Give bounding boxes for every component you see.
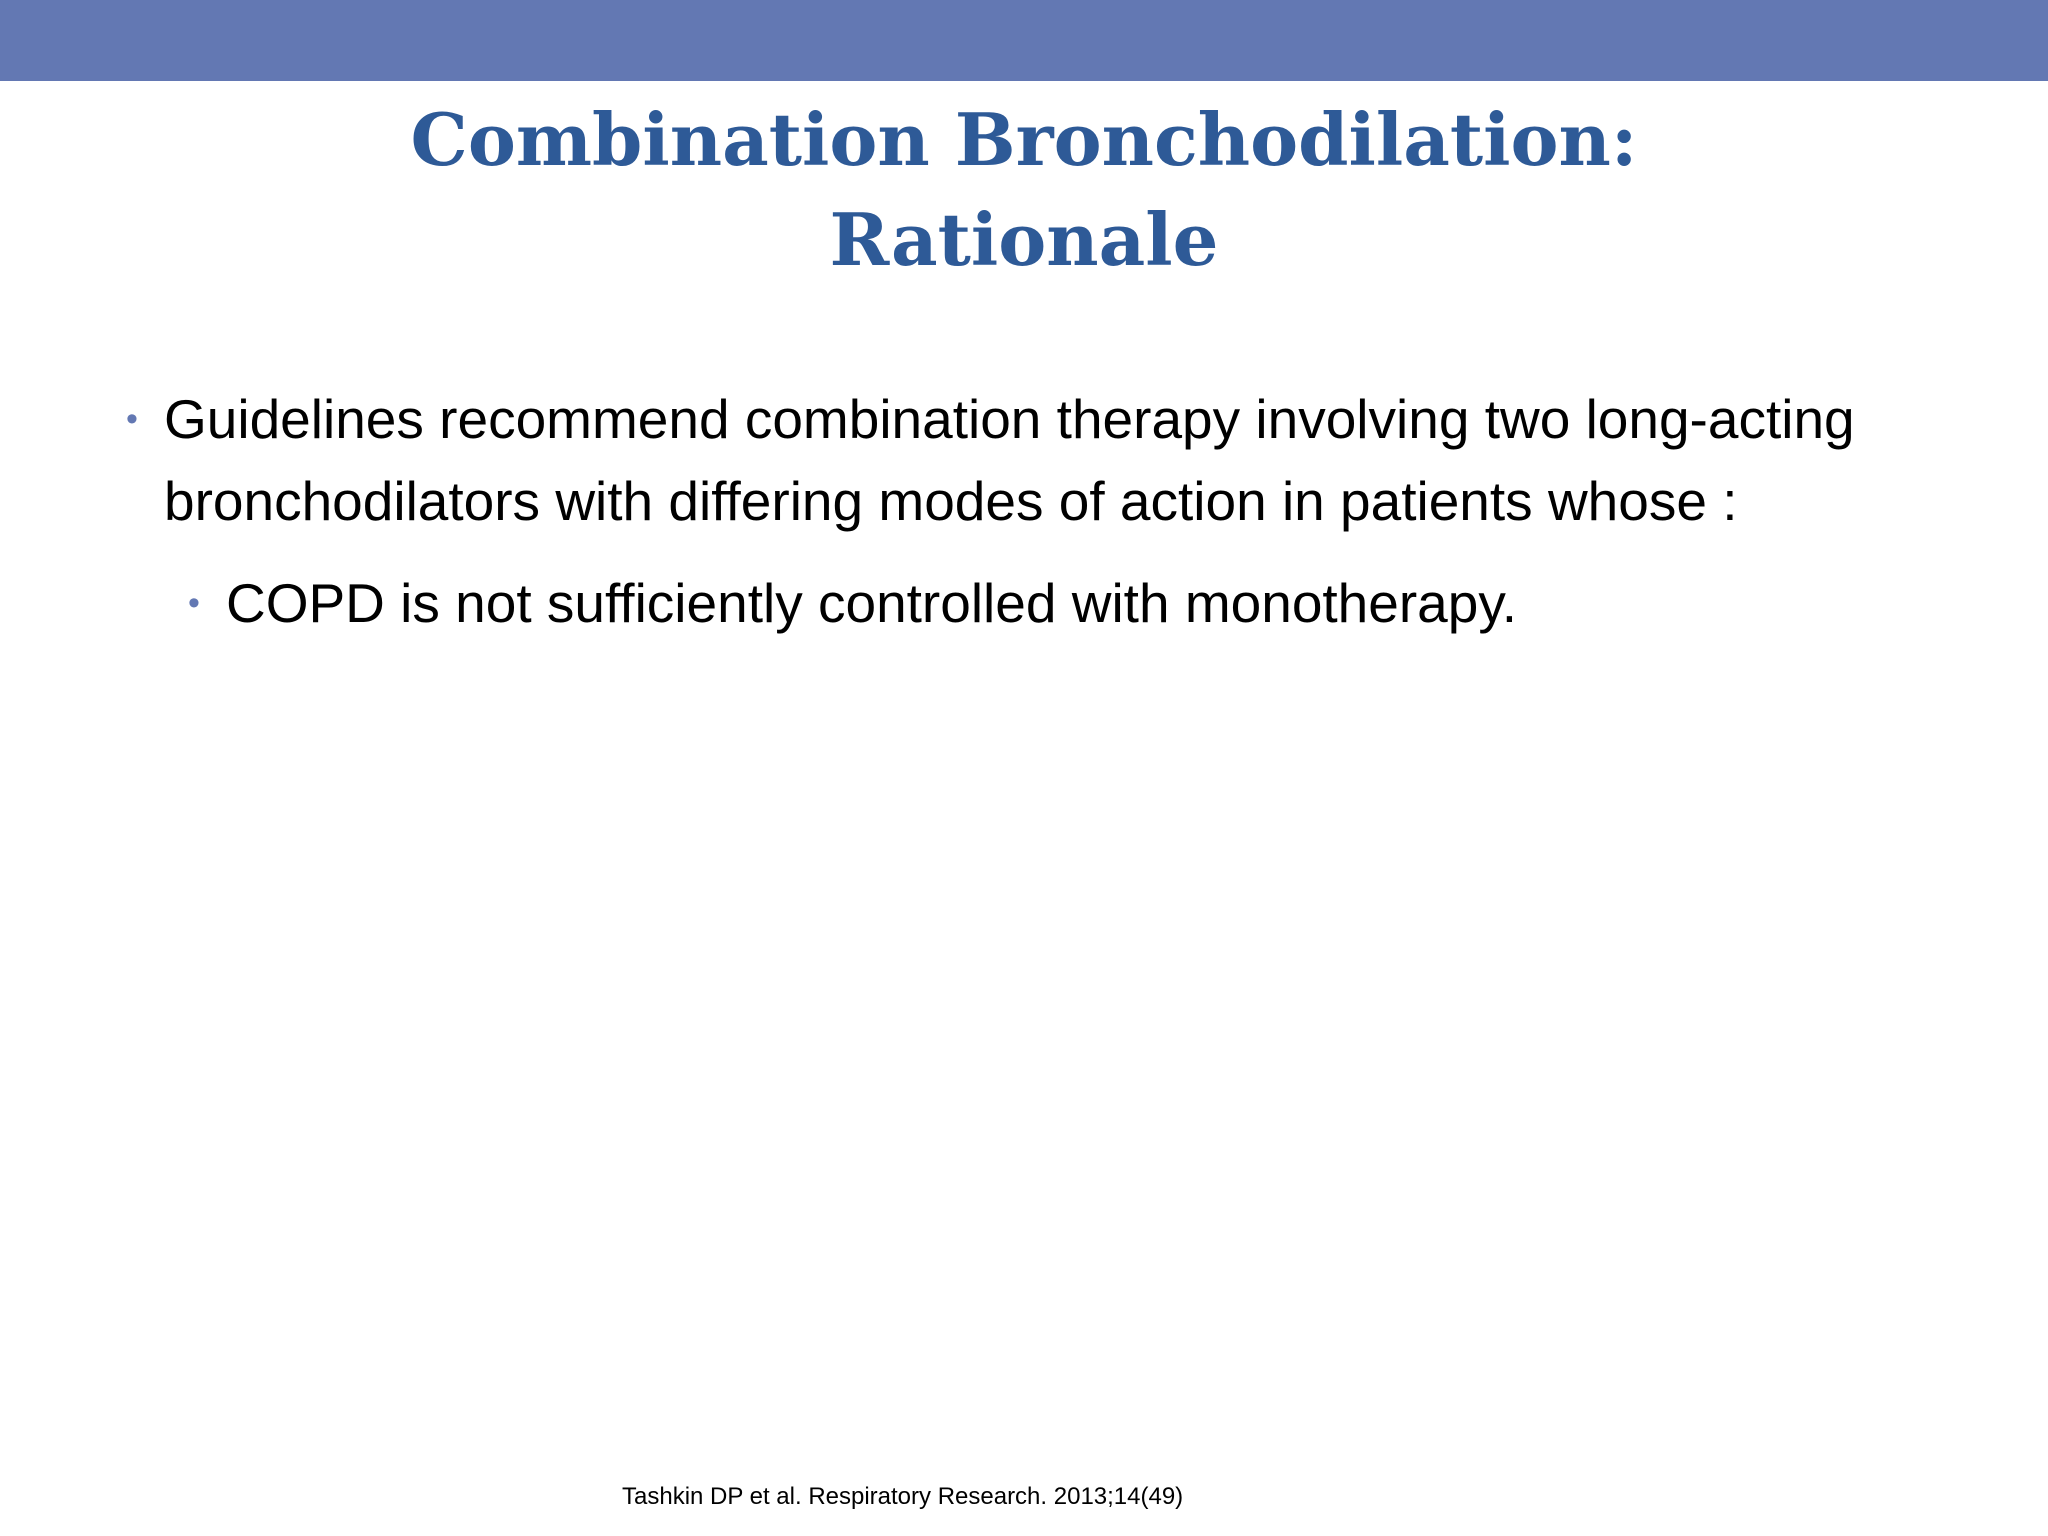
header-bar [0, 0, 2048, 81]
slide-title [0, 90, 2048, 290]
bullet-item [120, 378, 1900, 542]
sub-bullet-text: COPD is not sufficiently controlled with monotherapy. [226, 572, 1518, 634]
sub-bullet-dot-icon: • [188, 584, 200, 622]
slide-title-line-1: Combination Bronchodilation: [410, 97, 1638, 182]
bullet-dot-icon: • [126, 400, 138, 438]
bullet-text: Guidelines recommend combination therapy involving two long-acting bronchodilators with differing modes of action in patients whose : [164, 388, 1855, 532]
slide-content [120, 378, 1900, 644]
slide-title-line-2: Rationale [829, 197, 1219, 282]
sub-bullet-item [182, 562, 1900, 644]
citation: Tashkin DP et al. Respiratory Research. 2013;14(49) [622, 1483, 1184, 1510]
